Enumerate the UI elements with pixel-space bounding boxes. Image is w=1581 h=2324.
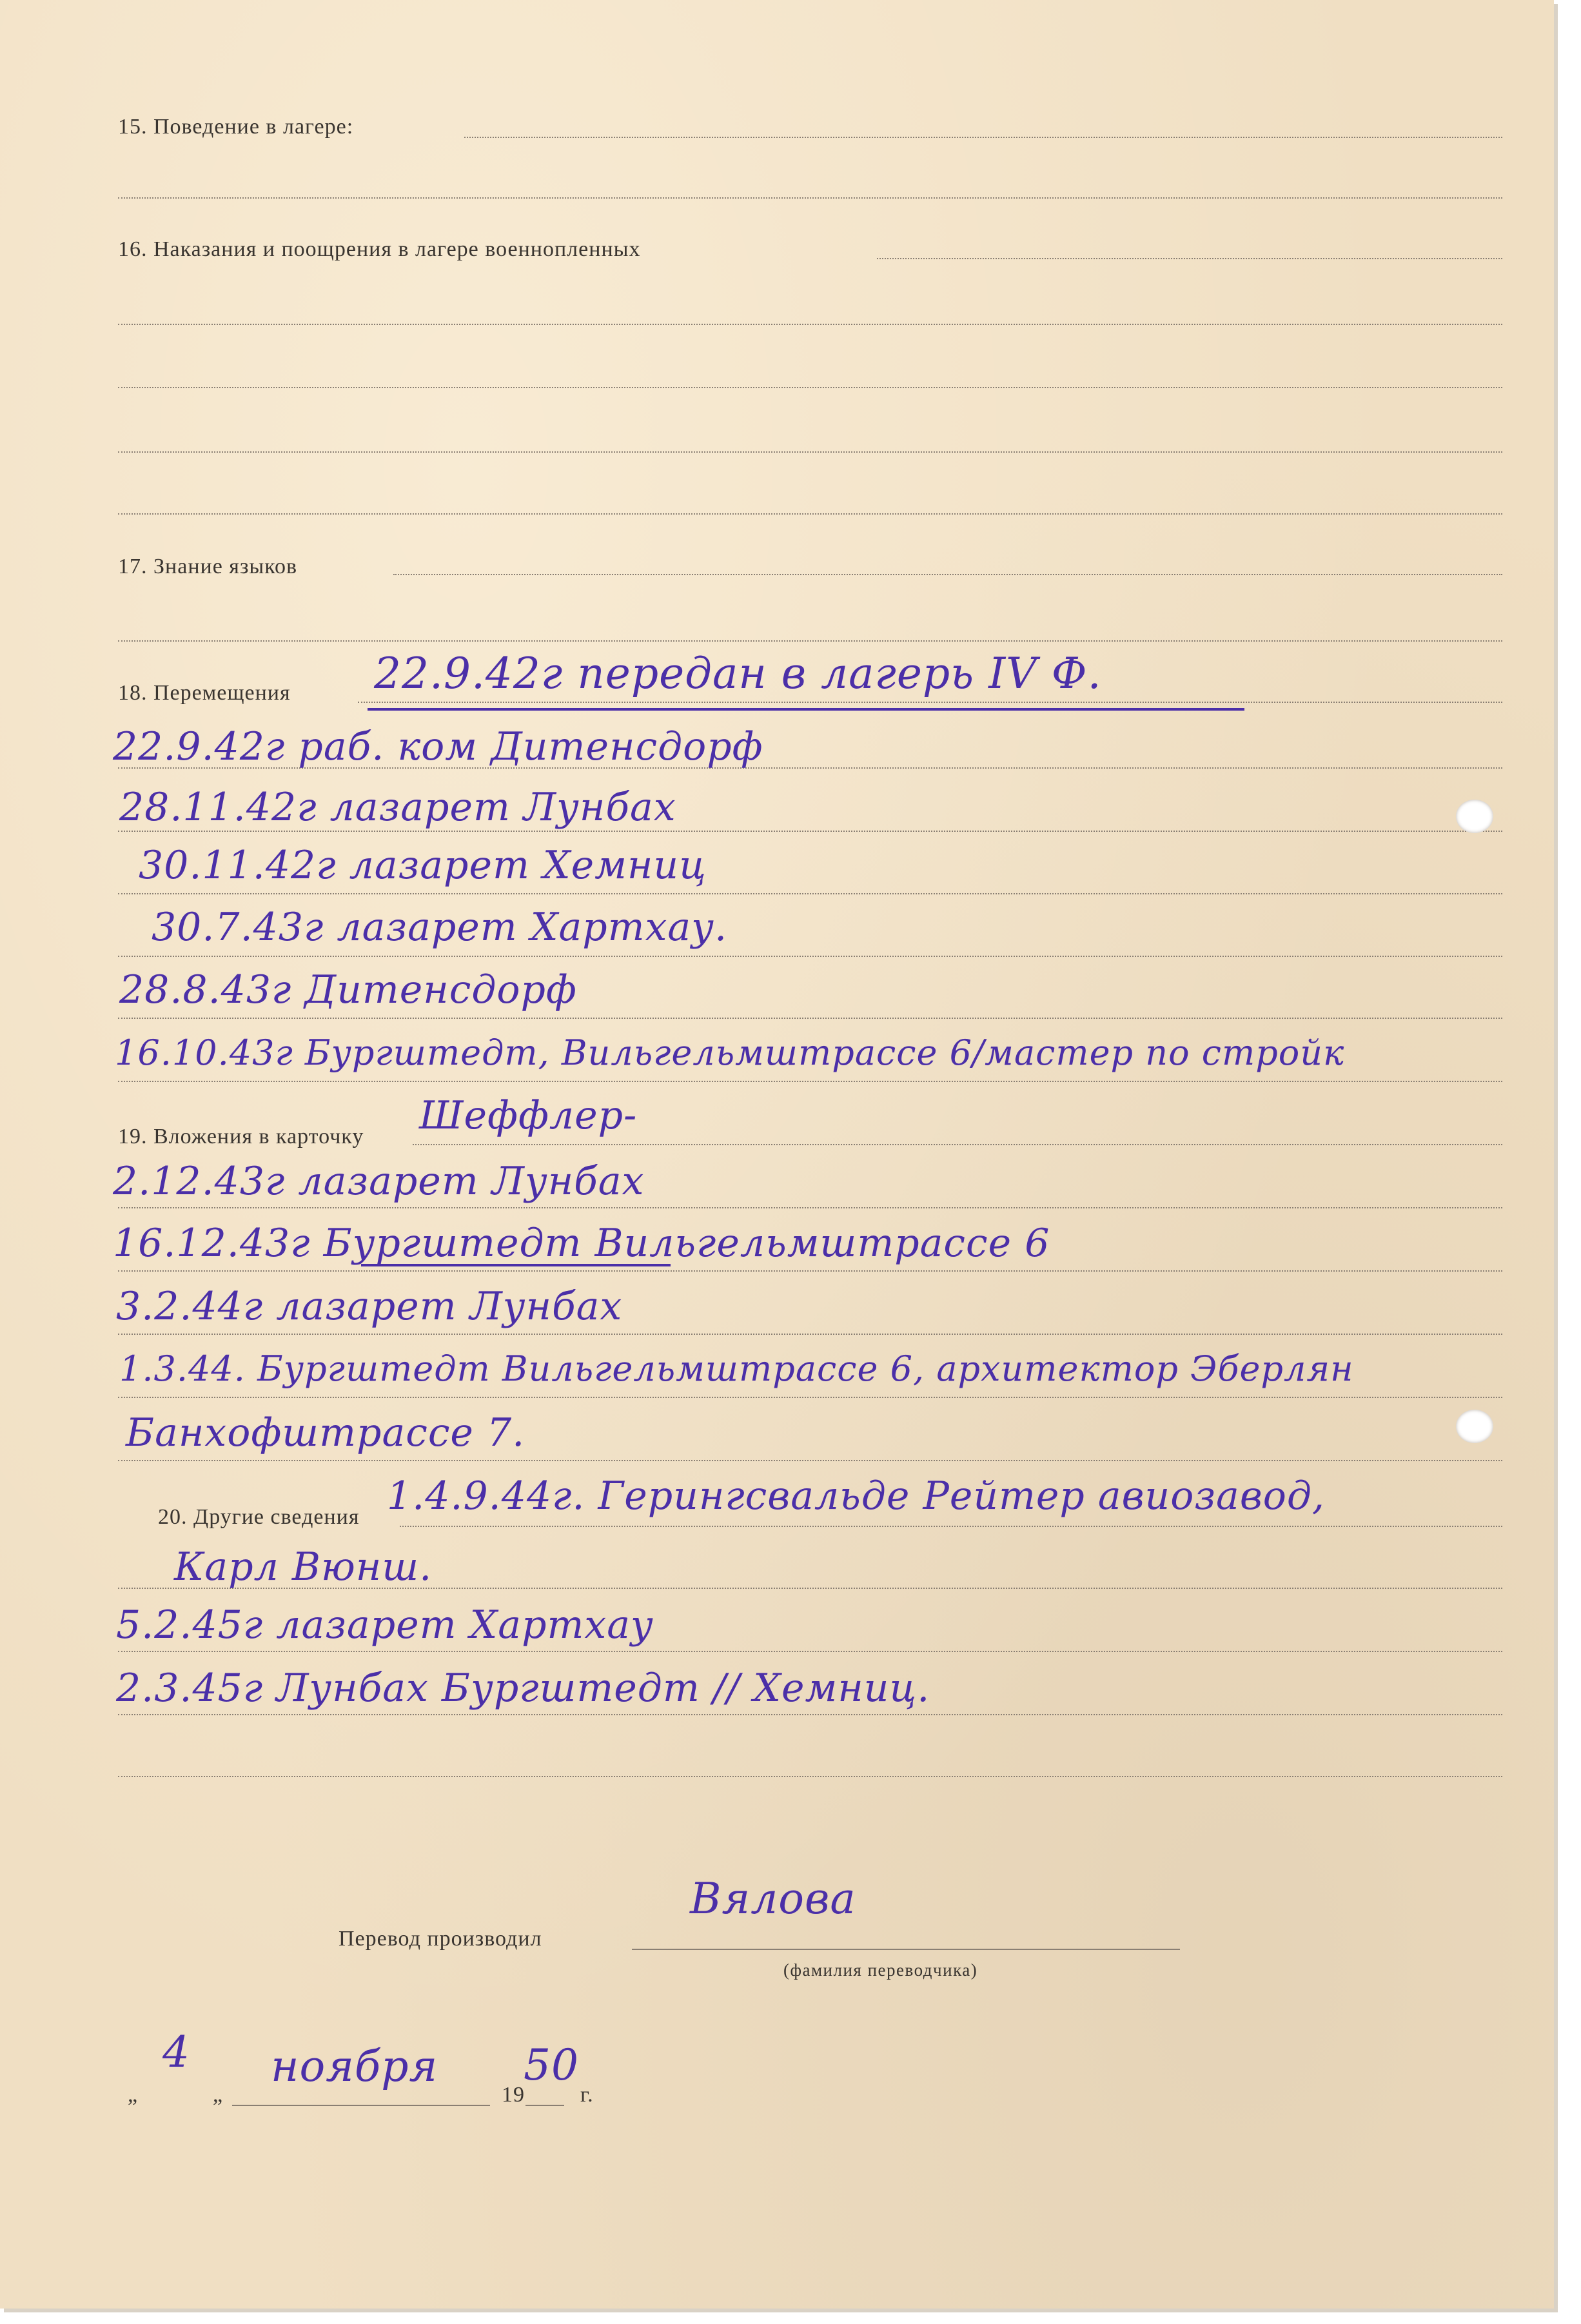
field-17-label: 17. Знание языков	[118, 555, 298, 578]
field-18-label: 18. Перемещения	[118, 681, 291, 705]
rule-line	[118, 324, 1502, 325]
rule-line	[118, 387, 1502, 388]
rule-line	[118, 893, 1502, 894]
underline-stroke	[368, 708, 1244, 711]
other-info-entry: 2.3.45г Лунбах Бургштедт // Хемниц.	[116, 1666, 930, 1711]
rule-line	[118, 1714, 1502, 1715]
date-close-quote: „	[213, 2083, 224, 2107]
date-year-unit: г.	[580, 2083, 594, 2107]
date-year-line	[525, 2105, 564, 2106]
field-19-label: 19. Вложения в карточку	[118, 1125, 364, 1148]
punch-hole	[1456, 800, 1493, 833]
signature-line	[632, 1949, 1180, 1950]
punch-hole	[1456, 1410, 1493, 1443]
other-info-entry: 5.2.45г лазарет Хартхау	[116, 1602, 654, 1648]
movement-entry: 30.7.43г лазарет Хартхау.	[152, 905, 728, 950]
date-open-quote: „	[128, 2083, 139, 2107]
field-20-label: 20. Другие сведения	[158, 1505, 360, 1529]
rule-line	[118, 451, 1502, 453]
date-month-line	[232, 2105, 490, 2106]
rule-line	[413, 1144, 1502, 1145]
rule-line	[118, 1207, 1502, 1208]
rule-line	[400, 1526, 1502, 1527]
rule-line	[118, 197, 1502, 199]
rule-line	[118, 513, 1502, 515]
rule-line	[118, 956, 1502, 957]
translator-label: Перевод производил	[339, 1927, 542, 1951]
rule-line	[118, 1018, 1502, 1019]
rule-line	[877, 258, 1502, 259]
date-year-prefix: 19	[502, 2083, 525, 2107]
rule-line	[118, 1270, 1502, 1272]
rule-line	[118, 1334, 1502, 1335]
translator-caption: (фамилия переводчика)	[783, 1960, 978, 1980]
date-year-suffix: 50	[524, 2040, 579, 2090]
movement-entry: 28.11.42г лазарет Лунбах	[119, 785, 676, 830]
date-day: 4	[162, 2027, 190, 2077]
rule-line	[464, 137, 1502, 138]
attachment-entry: 16.12.43г Бургштедт Вильгельмштрассе 6	[113, 1221, 1050, 1266]
attachment-entry: 2.12.43г лазарет Лунбах	[113, 1159, 645, 1204]
movement-entry: 22.9.42г передан в лагерь IV Ф.	[374, 649, 1102, 698]
attachment-entry: 1.3.44. Бургштедт Вильгельмштрассе 6, архитектор Эберлян	[119, 1348, 1354, 1389]
other-info-entry: Карл Вюнш.	[174, 1544, 433, 1590]
movement-entry: 16.10.43г Бургштедт, Вильгельмштрассе 6/мастер по стройк	[115, 1032, 1345, 1073]
rule-line	[118, 1460, 1502, 1461]
rule-line	[358, 702, 1502, 703]
underline-stroke	[361, 1264, 671, 1266]
attachment-entry: Банхофштрассе 7.	[126, 1410, 525, 1455]
date-month: ноября	[271, 2042, 438, 2091]
rule-line	[118, 1651, 1502, 1652]
attachment-entry: 3.2.44г лазарет Лунбах	[116, 1284, 623, 1329]
rule-line	[393, 574, 1502, 575]
rule-line	[118, 1397, 1502, 1398]
field-15-label: 15. Поведение в лагере:	[118, 115, 354, 139]
other-info-entry: 1.4.9.44г. Герингсвальде Рейтер авиозавод,	[387, 1473, 1325, 1519]
rule-line	[118, 1081, 1502, 1082]
attachment-entry: Шеффлер-	[419, 1093, 638, 1138]
movement-entry: 22.9.42г раб. ком Дитенсдорф	[113, 724, 763, 769]
rule-line	[118, 831, 1502, 832]
rule-line	[118, 1776, 1502, 1777]
translator-signature: Вялова	[690, 1874, 856, 1924]
movement-entry: 28.8.43г Дитенсдорф	[119, 967, 577, 1012]
movement-entry: 30.11.42г лазарет Хемниц	[139, 843, 707, 888]
field-16-label: 16. Наказания и поощрения в лагере военнопленных	[118, 237, 641, 261]
rule-line	[118, 640, 1502, 642]
